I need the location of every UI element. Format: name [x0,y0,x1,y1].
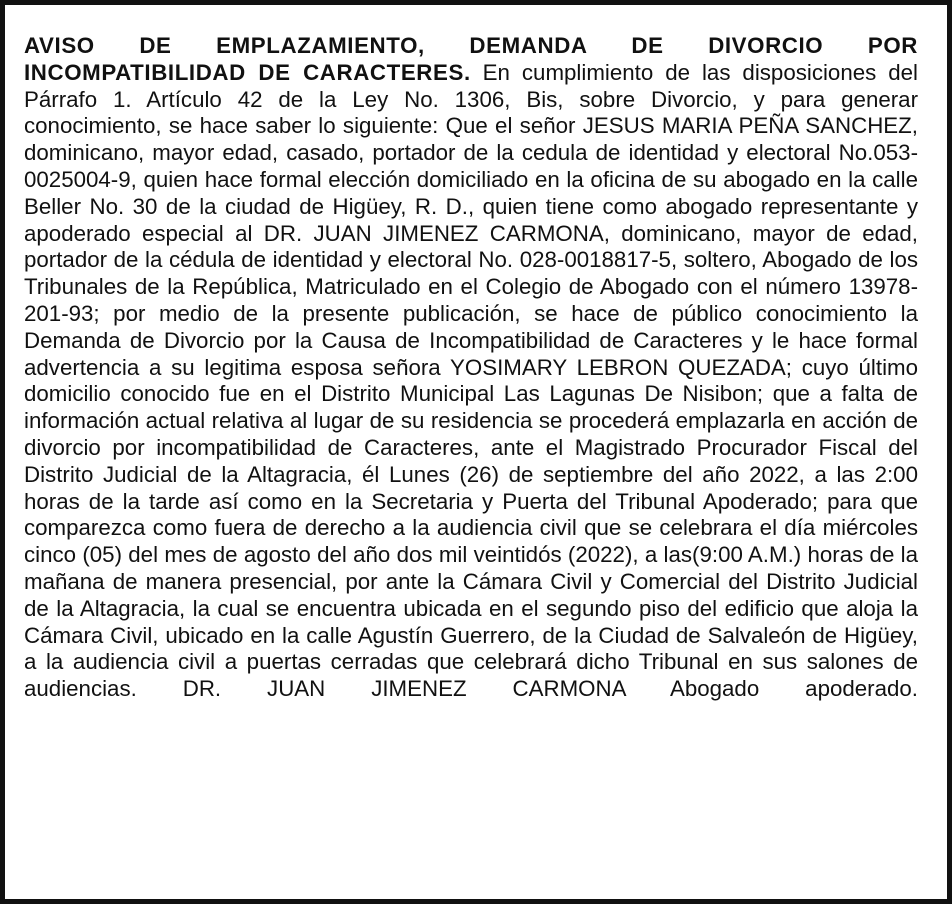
legal-notice-paragraph [24,33,918,703]
notice-heading: AVISO DE EMPLAZAMIENTO, DEMANDA DE DIVORCIO POR INCOMPATIBILIDAD DE CARACTERES. [24,33,918,85]
notice-body-text: En cumplimiento de las disposiciones del Párrafo 1. Artículo 42 de la Ley No. 1306, Bis, sobre Divorcio, y para generar conocimiento, se hace saber lo siguiente: Que el señor JESUS MARIA PEÑA SANCHEZ, dominicano, mayor edad, casado, portador de la cedula de identidad y electoral No.053-0025004-9, quien hace formal elección domiciliado en la oficina de su abogado en la calle Beller No. 30 de la ciudad de Higüey, R. D., quien tiene como abogado representante y apoderado especial al DR. JUAN JIMENEZ CARMONA, dominicano, mayor de edad, portador de la cédula de identidad y electoral No. 028-0018817-5, soltero, Abogado de los Tribunales de la República, Matriculado en el Colegio de Abogado con el número 13978-201-93; por medio de la presente publicación, se hace de público conocimiento la Demanda de Divorcio por la Causa de Incompatibilidad de Caracteres y le hace formal advertencia a su legitima esposa señora YOSIMARY LEBRON QUEZADA; cuyo último domicilio conocido fue en el Distrito Municipal Las Lagunas De Nisibon; que a falta de información actual relativa al lugar de su residencia se procederá emplazarla en acción de divorcio por incompatibilidad de Caracteres, ante el Magistrado Procurador Fiscal del Distrito Judicial de la Altagracia, él Lunes (26) de septiembre del año 2022, a las 2:00 horas de la tarde así como en la Secretaria y Puerta del Tribunal Apoderado; para que comparezca como fuera de derecho a la audiencia civil que se celebrara el día miércoles cinco (05) del mes de agosto del año dos mil veintidós (2022), a las(9:00 A.M.) horas de la mañana de manera presencial, por ante la Cámara Civil y Comercial del Distrito Judicial de la Altagracia, la cual se encuentra ubicada en el segundo piso del edificio que aloja la Cámara Civil, ubicado en la calle Agustín Guerrero, de la Ciudad de Salvaleón de Higüey, a la audiencia civil a puertas cerradas que celebrará dicho Tribunal en sus salones de audiencias. DR. JUAN JIMENEZ CARMONA Abogado apoderado. [24,59,918,702]
